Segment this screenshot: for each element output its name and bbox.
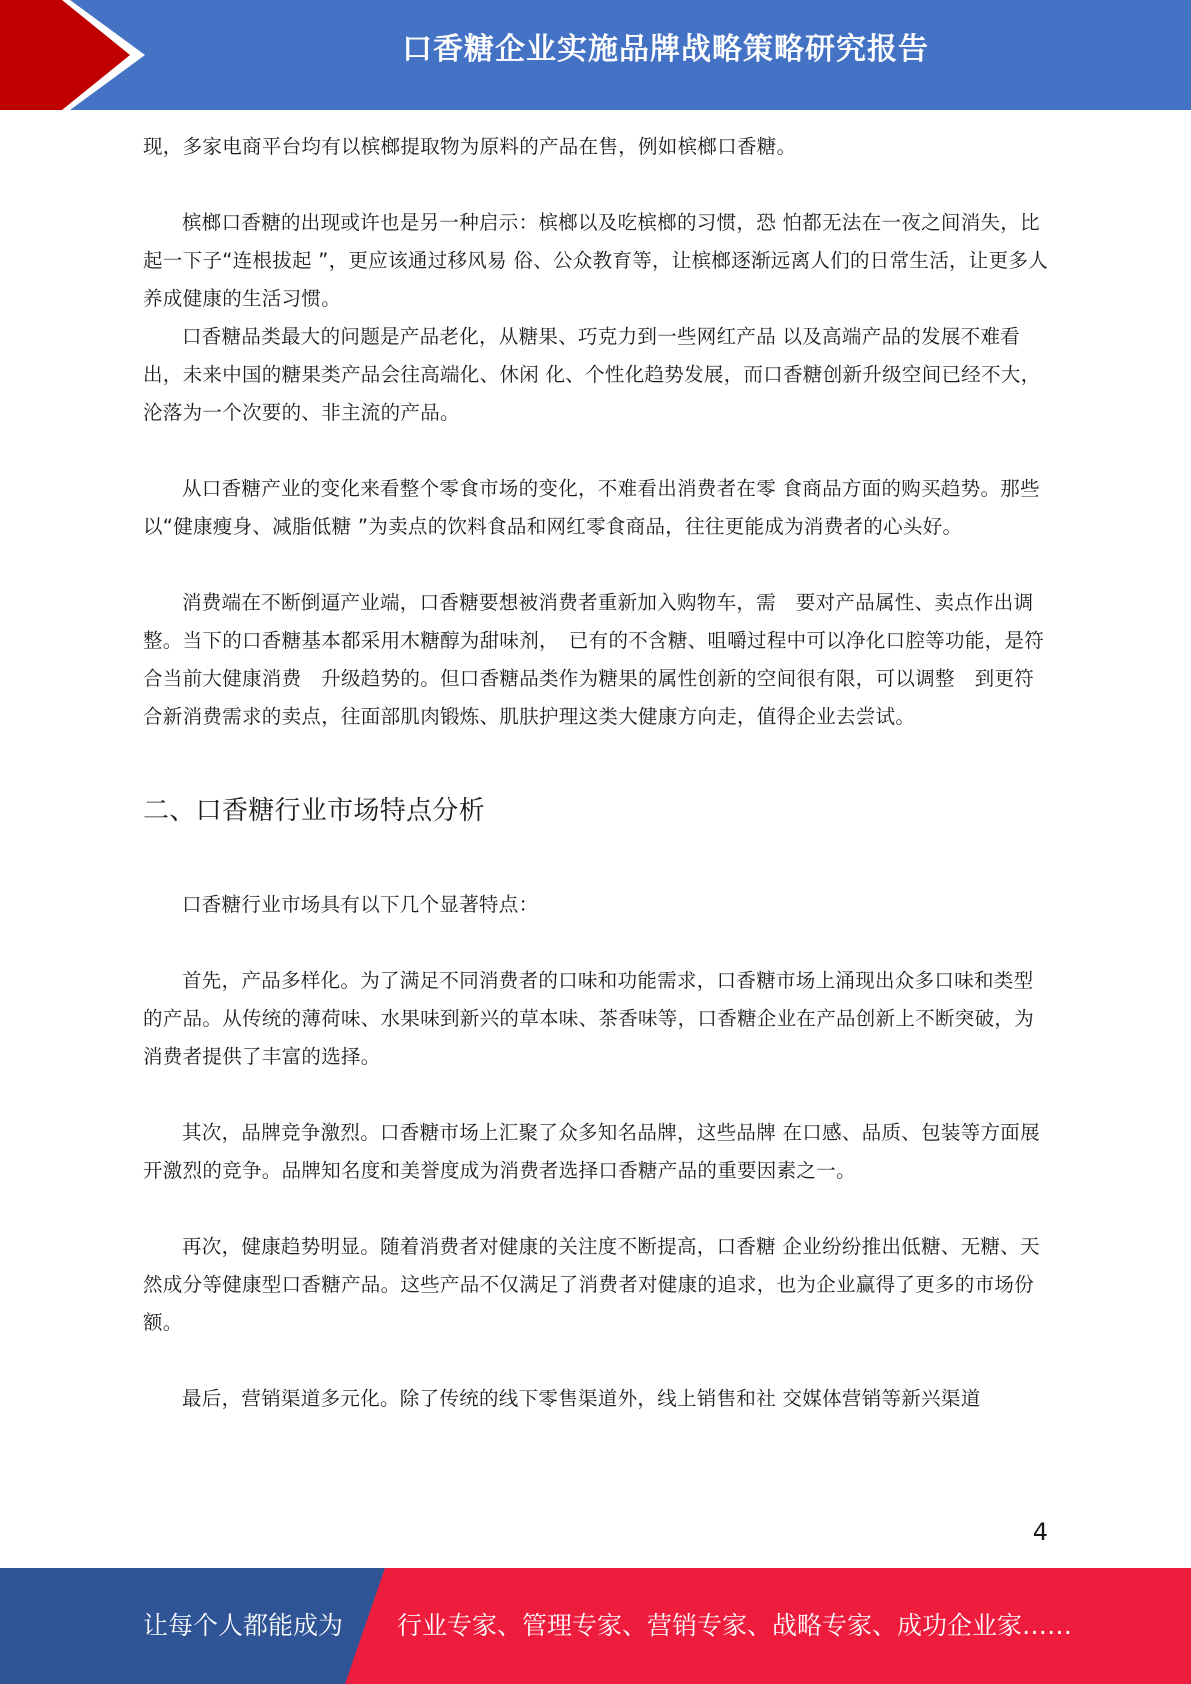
document-body xyxy=(143,128,1048,1418)
paragraph-continuation: 现，多家电商平台均有以槟榔提取物为原料的产品在售，例如槟榔口香糖。 xyxy=(143,135,797,158)
page-number: 4 xyxy=(1032,1518,1048,1546)
footer-slogan-left: 让每个人都能成为 xyxy=(143,1611,344,1640)
report-title: 口香糖企业实施品牌战略策略研究报告 xyxy=(402,32,929,67)
paragraph: 首先，产品多样化。为了满足不同消费者的口味和功能需求，口香糖市场上涌现出众多口味和类型的产品。从传统的薄荷味、水果味到新兴的草本味、茶香味等，口香糖企业在产品创新上不断突破，为消费者提供了丰富的选择。 xyxy=(143,969,1035,1068)
paragraph: 其次，品牌竞争激烈。口香糖市场上汇聚了众多知名品牌，这些品牌 在口感、品质、包装等方面展开激烈的竞争。品牌知名度和美誉度成为消费者选择口香糖产品的重要因素之一。 xyxy=(143,1121,1040,1182)
paragraph: 口香糖行业市场具有以下几个显著特点： xyxy=(182,893,539,916)
paragraph: 槟榔口香糖的出现或许也是另一种启示：槟榔以及吃槟榔的习惯，恐 怕都无法在一夜之间消失，比起一下子“连根拔起 ”，更应该通过移风易 俗、公众教育等，让槟榔逐渐远离人们的日常生活，让更多人养成健康的生活习惯。 xyxy=(143,211,1049,310)
footer-slogan-right: 行业专家、管理专家、营销专家、战略专家、成功企业家…… xyxy=(397,1611,1073,1640)
page-header xyxy=(0,0,1191,110)
paragraph: 消费端在不断倒逼产业端，口香糖要想被消费者重新加入购物车，需 要对产品属性、卖点作出调整。当下的口香糖基本都采用木糖醇为甜味剂， 已有的不含糖、咀嚼过程中可以净化口腔等功能，是符合当前大健康消费 升级趋势的。但口香糖品类作为糖果的属性创新的空间很有限，可以调整 到更符合新消费需求的卖点，往面部肌肉锻炼、肌肤护理这类大健康方向走，值得企业去尝试。 xyxy=(143,591,1045,728)
page-footer xyxy=(0,1568,1191,1684)
paragraph: 从口香糖产业的变化来看整个零食市场的变化，不难看出消费者在零 食商品方面的购买趋势。那些以“健康瘦身、减脂低糖 ”为卖点的饮料食品和网红零食商品，往往更能成为消费者的心头好。 xyxy=(143,477,1040,538)
paragraph: 口香糖品类最大的问题是产品老化，从糖果、巧克力到一些网红产品 以及高端产品的发展不难看出，未来中国的糖果类产品会往高端化、休闲 化、个性化趋势发展，而口香糖创新升级空间已经不大，沦落为一个次要的、非主流的产品。 xyxy=(143,325,1041,424)
paragraph: 再次，健康趋势明显。随着消费者对健康的关注度不断提高，口香糖 企业纷纷推出低糖、无糖、天然成分等健康型口香糖产品。这些产品不仅满足了消费者对健康的追求，也为企业赢得了更多的市场份额。 xyxy=(143,1235,1040,1334)
section-heading: 二、口香糖行业市场特点分析 xyxy=(143,796,485,826)
paragraph: 最后，营销渠道多元化。除了传统的线下零售渠道外，线上销售和社 交媒体营销等新兴渠道 xyxy=(182,1387,981,1410)
